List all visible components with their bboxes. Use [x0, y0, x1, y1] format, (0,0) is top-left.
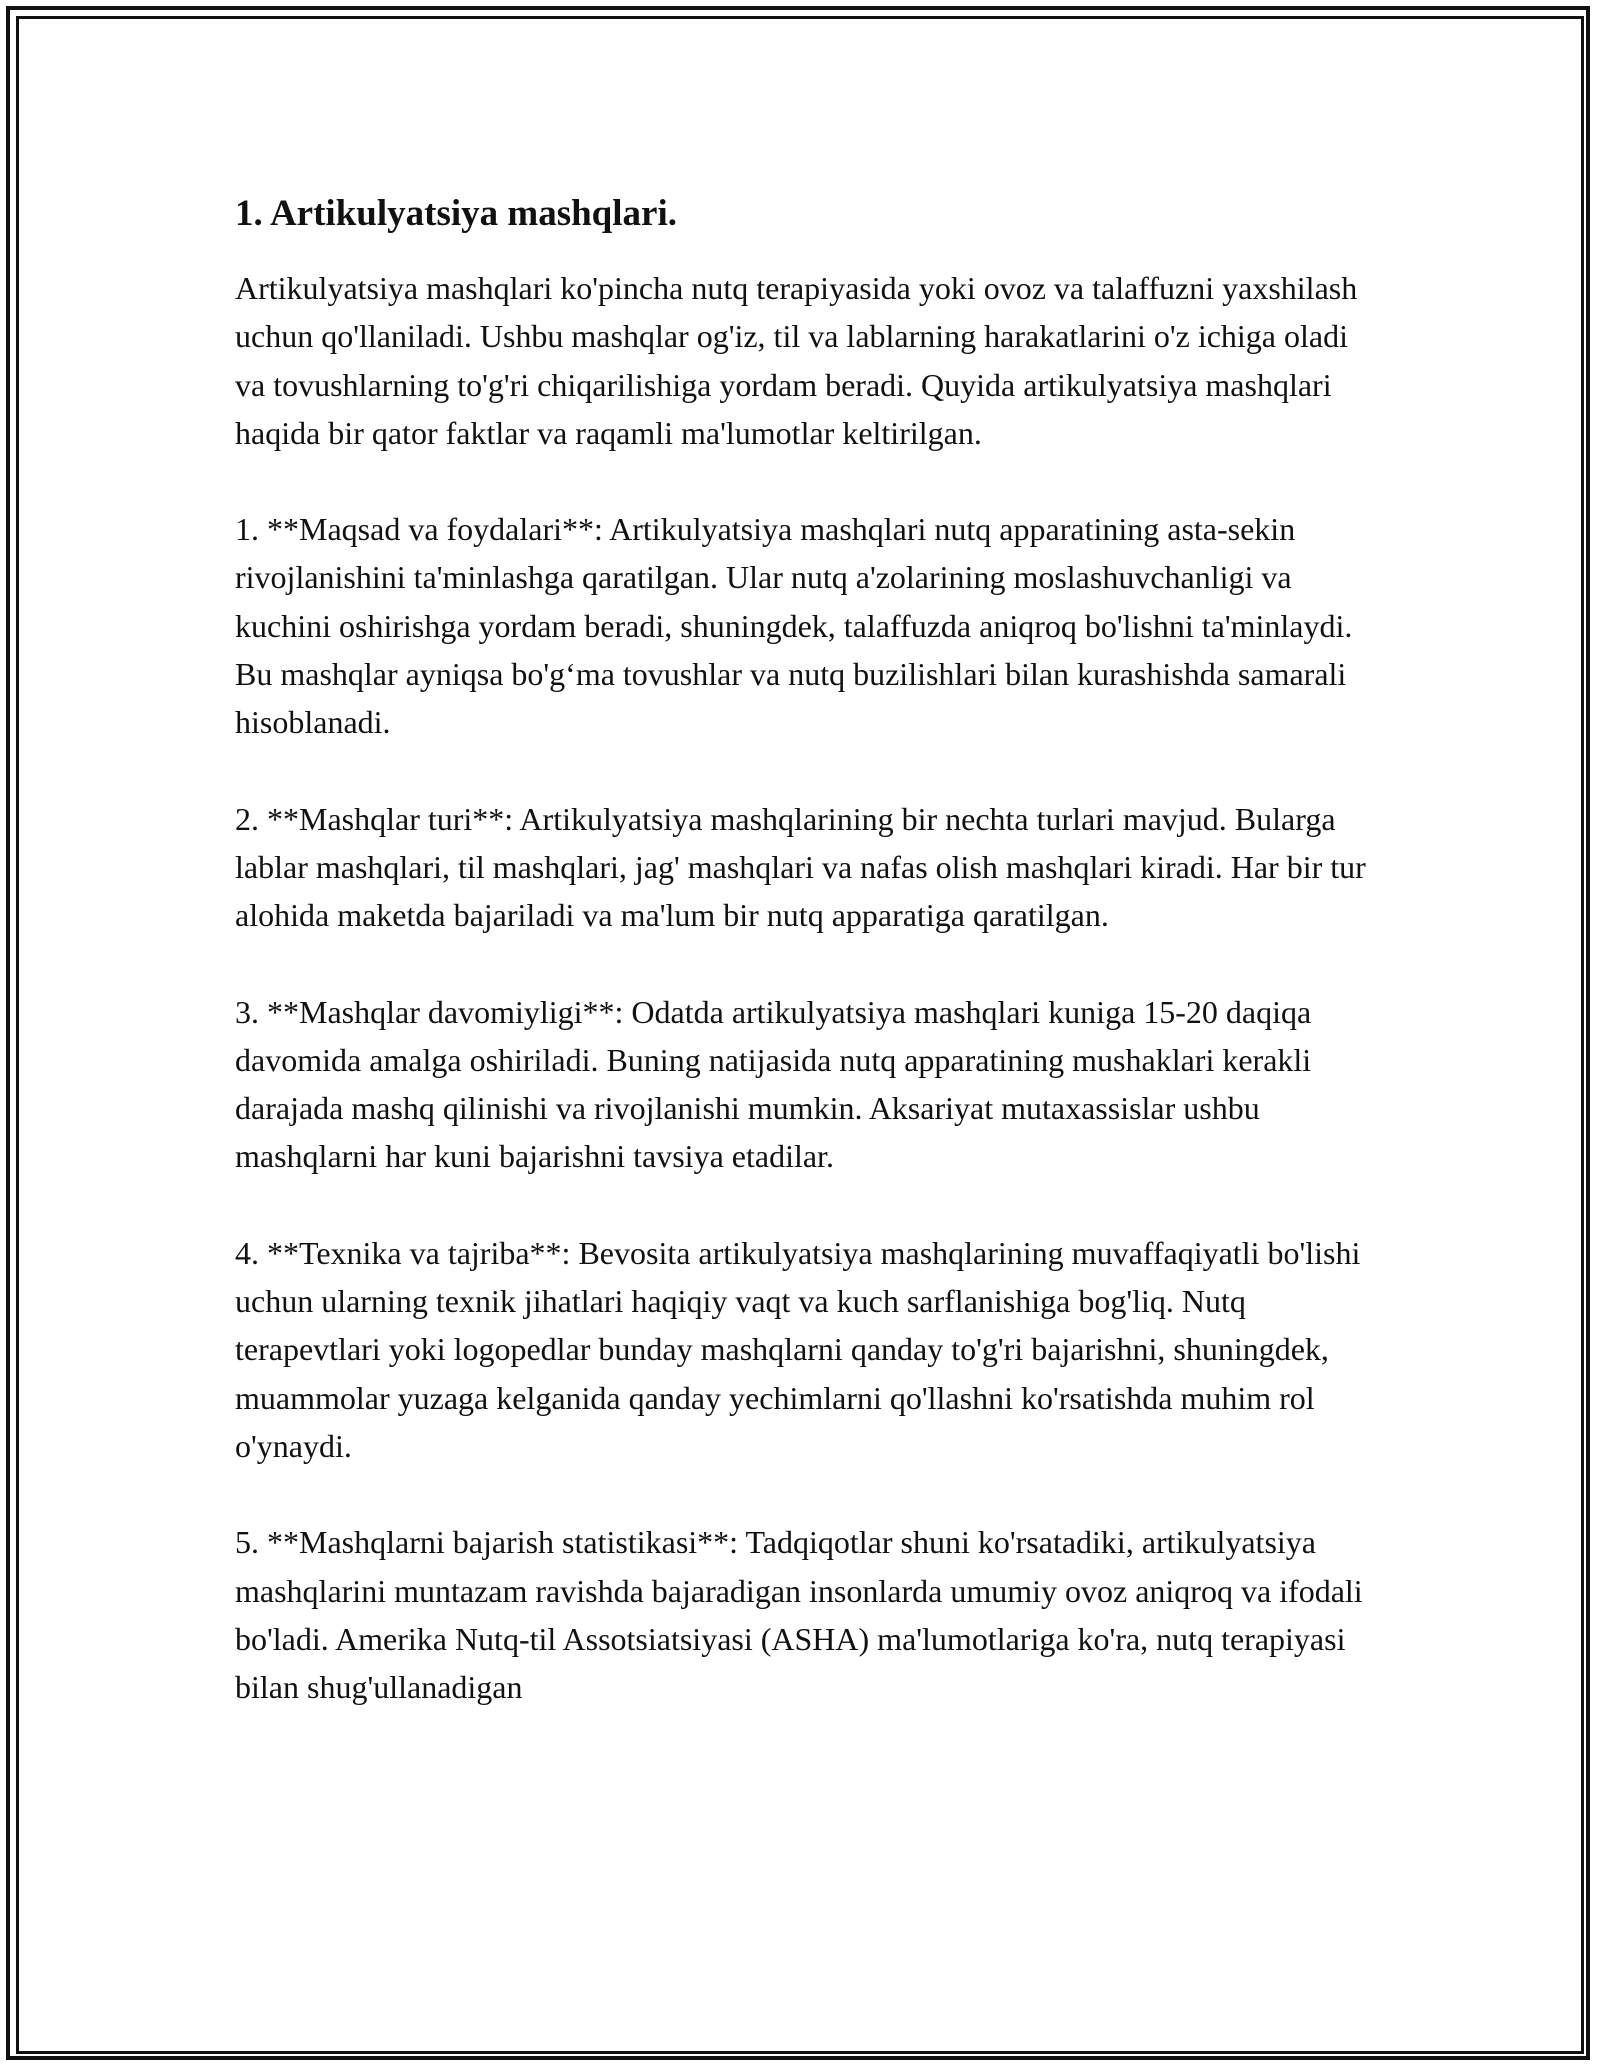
document-body [235, 186, 1375, 1759]
section-heading: 1. Artikulyatsiya mashqlari. [235, 193, 677, 234]
list-item-technique: 4. **Texnika va tajriba**: Bevosita artikulyatsiya mashqlarining muvaffaqiyatli bo'lishi uchun ularning texnik jihatlari haqiqiy vaqt va kuch sarflanishiga bog'liq. Nutq terapevtlari yoki logopedlar bunday mashqlarni qanday to'g'ri bajarishni, shuningdek, muammolar yuzaga kelganida qanday yechimlarni qo'llashni ko'rsatishda muhim rol o'ynaydi. [235, 1234, 1361, 1464]
intro-paragraph: Artikulyatsiya mashqlari ko'pincha nutq terapiyasida yoki ovoz va talaffuzni yaxshilash uchun qo'llaniladi. Ushbu mashqlar og'iz, til va lablarning harakatlarini o'z ichiga oladi va tovushlarning to'g'ri chiqarilishiga yordam beradi. Quyida artikulyatsiya mashqlari haqida bir qator faktlar va raqamli ma'lumotlar keltirilgan. [235, 270, 1358, 451]
list-item-types: 2. **Mashqlar turi**: Artikulyatsiya mashqlarining bir nechta turlari mavjud. Bularga lablar mashqlari, til mashqlari, jag' mashqlari va nafas olish mashqlari kiradi. Har bir tur alohida maketda bajariladi va ma'lum bir nutq apparatiga qaratilgan. [235, 800, 1366, 934]
list-item-statistics: 5. **Mashqlarni bajarish statistikasi**: Tadqiqotlar shuni ko'rsatadiki, artikulyatsiya mashqlarini muntazam ravishda bajaradigan insonlarda umumiy ovoz aniqroq va ifodali bo'ladi. Amerika Nutq-til Assotsiatsiyasi (ASHA) ma'lumotlariga ko'ra, nutq terapiyasi bilan shug'ullanadigan [235, 1524, 1363, 1706]
list-item-duration: 3. **Mashqlar davomiyligi**: Odatda artikulyatsiya mashqlari kuniga 15-20 daqiqa davomida amalga oshiriladi. Buning natijasida nutq apparatining mushaklari kerakli darajada mashq qilinishi va rivojlanishi mumkin. Aksariyat mutaxassislar ushbu mashqlarni har kuni bajarishni tavsiya etadilar. [235, 993, 1312, 1175]
list-item-purpose: 1. **Maqsad va foydalari**: Artikulyatsiya mashqlari nutq apparatining asta-sekin rivojlanishini ta'minlashga qaratilgan. Ular nutq a'zolarining moslashuvchanligi va kuchini oshirishga yordam beradi, shuningdek, talaffuzda aniqroq bo'lishni ta'minlaydi. Bu mashqlar ayniqsa bo'g‘ma tovushlar va nutq buzilishlari bilan kurashishda samarali hisoblanadi. [235, 511, 1353, 741]
